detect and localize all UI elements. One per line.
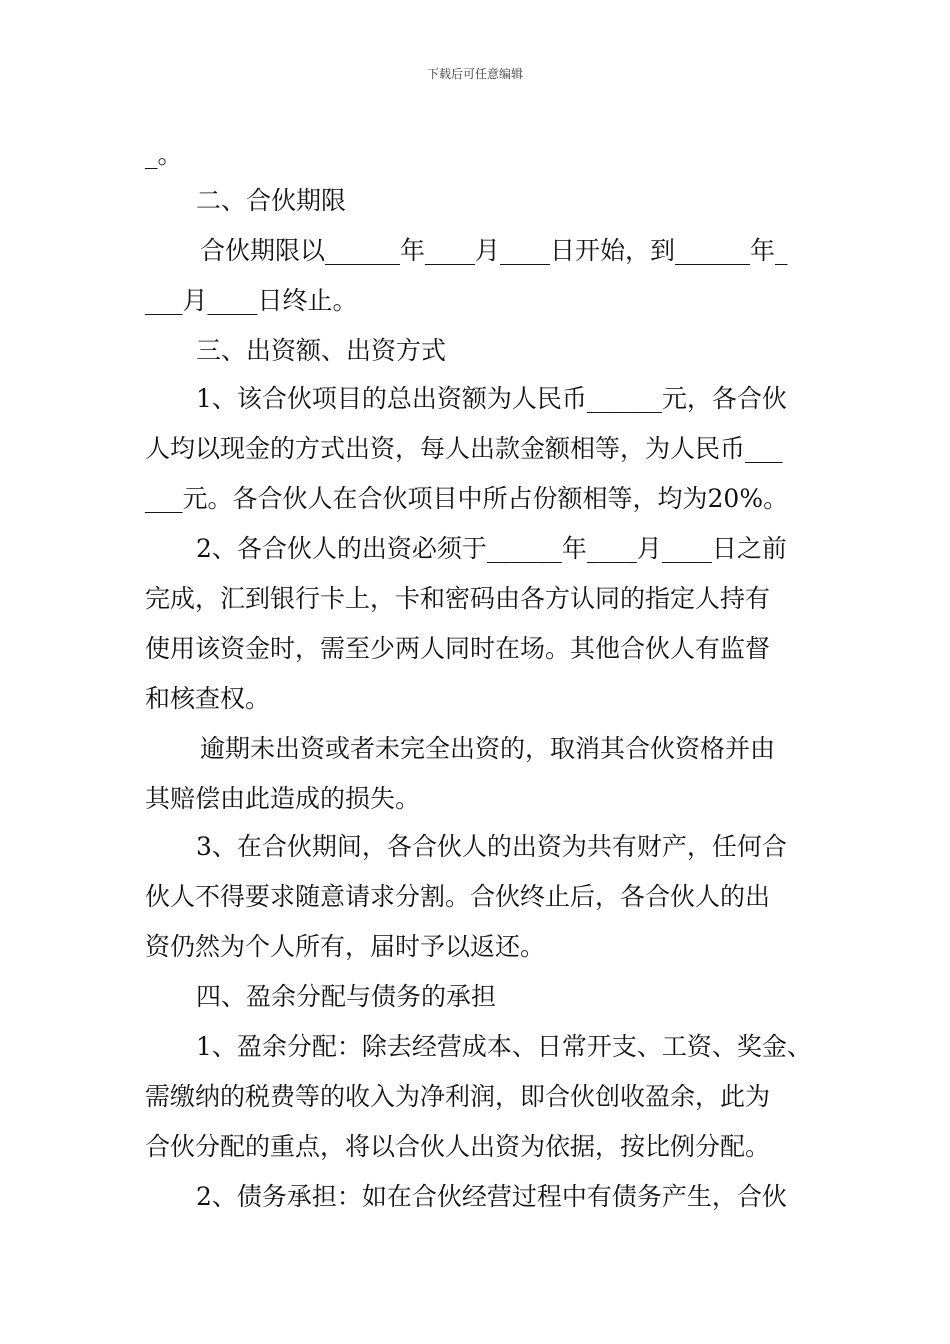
text-line: 1、盈余分配：除去经营成本、日常开支、工资、奖金、 (196, 1032, 812, 1061)
text-line: 完成，汇到银行卡上，卡和密码由各方认同的指定人持有 (145, 584, 771, 613)
text-line: 2、债务承担：如在合伙经营过程中有债务产生，合伙 (196, 1182, 787, 1211)
text-line: ___元。各合伙人在合伙项目中所占份额相等，均为20%。 (145, 484, 789, 513)
text-line: 2、各合伙人的出资必须于______年____月____日之前 (196, 534, 787, 563)
section-heading: 四、盈余分配与债务的承担 (196, 982, 497, 1011)
text-line: 1、该合伙项目的总出资额为人民币______元，各合伙 (196, 384, 787, 413)
text-line: ___月____日终止。 (145, 286, 358, 315)
text-line: 资仍然为个人所有，届时予以返还。 (145, 932, 546, 961)
page-header: 下载后可任意编辑 (426, 67, 523, 81)
text-line: 人均以现金的方式出资，每人出款金额相等，为人民币___ (145, 434, 783, 463)
text-line: 伙人不得要求随意请求分割。合伙终止后，各合伙人的出 (145, 882, 771, 911)
section-heading: 三、出资额、出资方式 (196, 336, 447, 365)
text-line: 和核查权。 (145, 684, 271, 713)
section-heading: 二、合伙期限 (196, 186, 347, 215)
text-line: _。 (145, 140, 183, 169)
text-line: 其赔偿由此造成的损失。 (145, 784, 421, 813)
text-line: 合伙分配的重点，将以合伙人出资为依据，按比例分配。 (145, 1132, 771, 1161)
text-line: 合伙期限以______年____月____日开始，到______年_ (200, 236, 788, 265)
text-line: 逾期未出资或者未完全出资的，取消其合伙资格并由 (200, 734, 776, 763)
text-line: 使用该资金时，需至少两人同时在场。其他合伙人有监督 (145, 634, 771, 663)
text-line: 需缴纳的税费等的收入为净利润，即合伙创收盈余，此为 (145, 1082, 771, 1111)
text-line: 3、在合伙期间，各合伙人的出资为共有财产，任何合 (196, 832, 787, 861)
